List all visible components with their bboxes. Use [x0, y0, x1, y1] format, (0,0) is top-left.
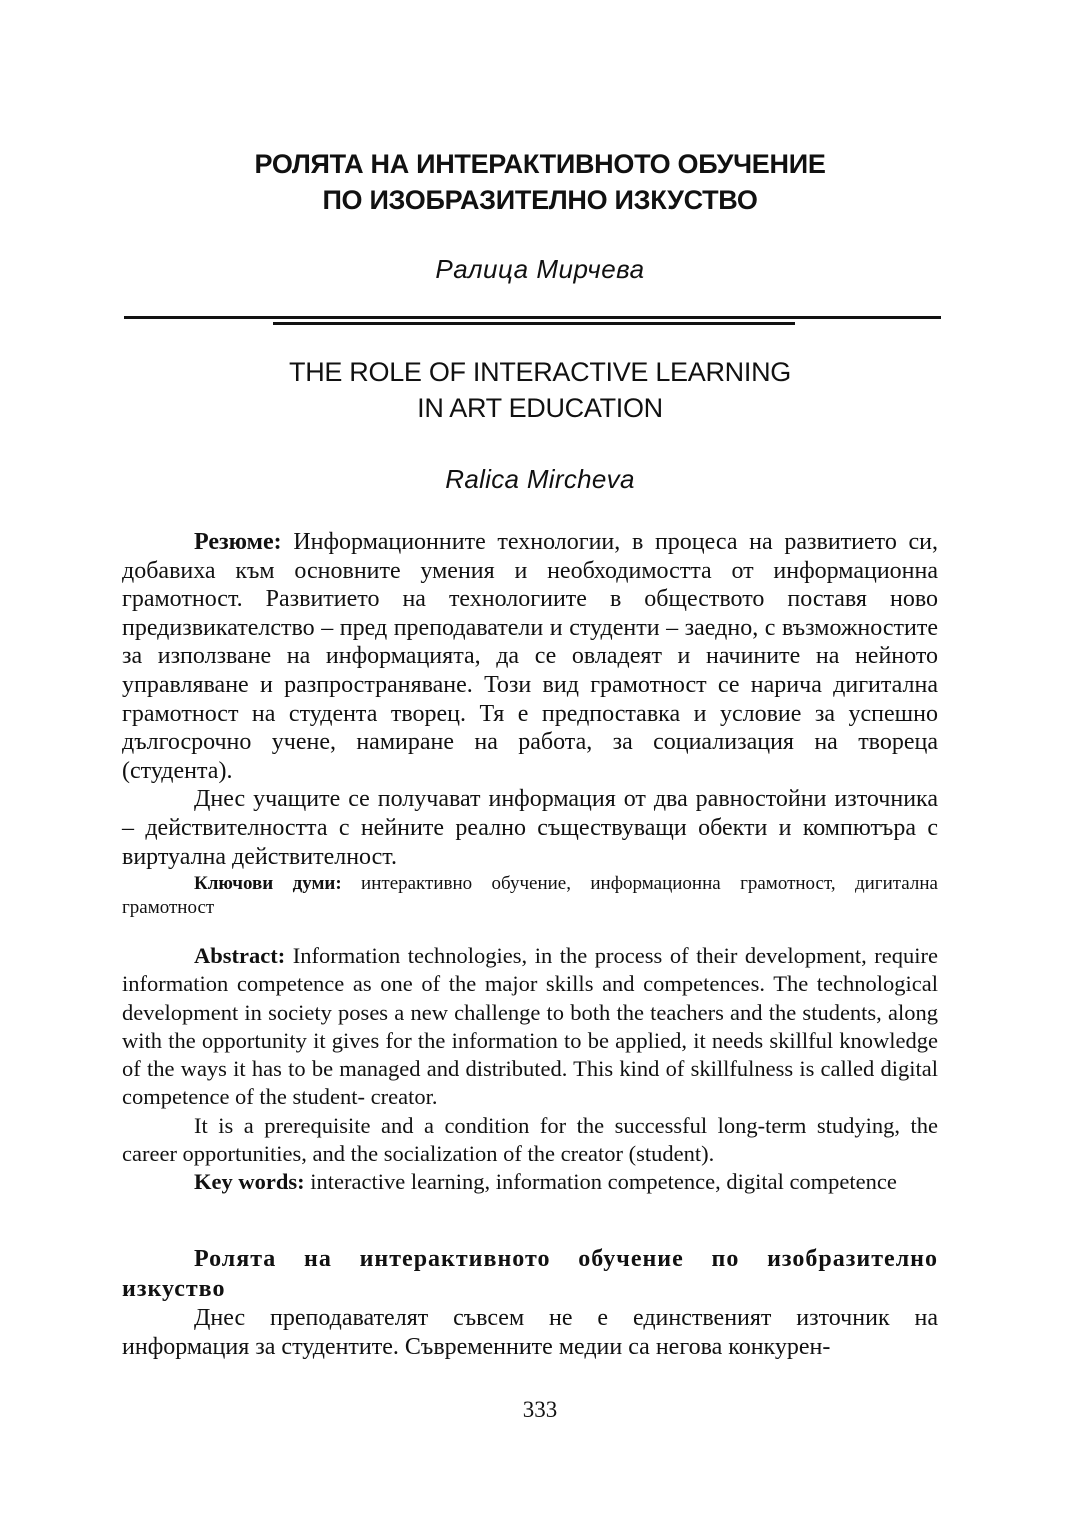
abstract-section — [122, 942, 938, 1197]
keywords-bulgarian — [122, 872, 938, 920]
title-english-line-2: IN ART EDUCATION — [417, 393, 663, 423]
resume-section — [122, 528, 938, 871]
section-paragraph: Днес преподавателят съвсем не е единственият източник на информация за студентите. Съвременните медии са негова конкурен- — [122, 1305, 938, 1360]
body-section — [122, 1244, 938, 1361]
divider-short — [273, 322, 795, 325]
abstract-paragraph-2: It is a prerequisite and a condition for the successful long-term studying, the career opportunities, and the socialization of the creator (student). — [122, 1112, 938, 1167]
title-bulgarian-line-2: ПО ИЗОБРАЗИТЕЛНО ИЗКУСТВО — [322, 185, 758, 215]
author-bulgarian: Ралица Мирчева — [435, 254, 645, 284]
keywords-bulgarian-label: Ключови думи: — [194, 873, 342, 894]
resume-paragraph-2: Днес учащите се получават информация от два равностойни източника – действителността с нейните реално съществуващи обекти и компютъра с виртуална действителност. — [122, 786, 938, 870]
section-heading: Ролята на интерактивното обучение по изобразително изкуство — [122, 1246, 938, 1302]
title-english — [0, 354, 1080, 426]
title-english-line-1: THE ROLE OF INTERACTIVE LEARNING — [289, 357, 791, 387]
keywords-english-text: interactive learning, information competence, digital competence — [304, 1169, 897, 1195]
abstract-text-1: Information technologies, in the process of their development, require information competence as one of the major skills and competences. The technological development in society poses a new challenge to both the teachers and the students, along with the opportunity it gives for the information to be applied, it needs skillful knowledge of the ways it has to be managed and distributed. This kind of skillfulness is called digital competence of the student- creator. — [122, 943, 938, 1110]
keywords-english-label: Key words: — [194, 1169, 305, 1195]
title-bulgarian-line-1: РОЛЯТА НА ИНТЕРАКТИВНОТО ОБУЧЕНИЕ — [254, 149, 826, 179]
keywords-bulgarian-text: интерактивно обучение, информационна грамотност, дигитална грамотност — [122, 873, 938, 918]
divider-long — [124, 316, 941, 319]
abstract-label: Abstract: — [194, 943, 286, 968]
keywords-english-paragraph — [122, 1168, 938, 1196]
page-number: 333 — [522, 1397, 558, 1422]
abstract-paragraph-1 — [122, 942, 938, 1112]
title-bulgarian — [0, 146, 1080, 218]
author-english: Ralica Mircheva — [445, 464, 635, 494]
resume-text-1: Информационните технологии, в процеса на развитието си, добавиха към основните умения и необходимостта от информационна грамотност. Развитието на технологиите в обществото поставя ново предизвикателство – пред преподаватели и студенти – заедно, с възможностите за използване на информацията, да се овладеят и начините на нейното управляване и разпространяване. Този вид грамотност се нарича дигитална грамотност на студента творец. Тя е предпоставка и условие за успешно дългосрочно учене, намиране на работа, за социализация на твореца (студента). — [122, 529, 938, 784]
resume-paragraph-1 — [122, 528, 938, 785]
keywords-bulgarian-paragraph — [122, 872, 938, 920]
resume-label: Резюме: — [194, 529, 282, 555]
